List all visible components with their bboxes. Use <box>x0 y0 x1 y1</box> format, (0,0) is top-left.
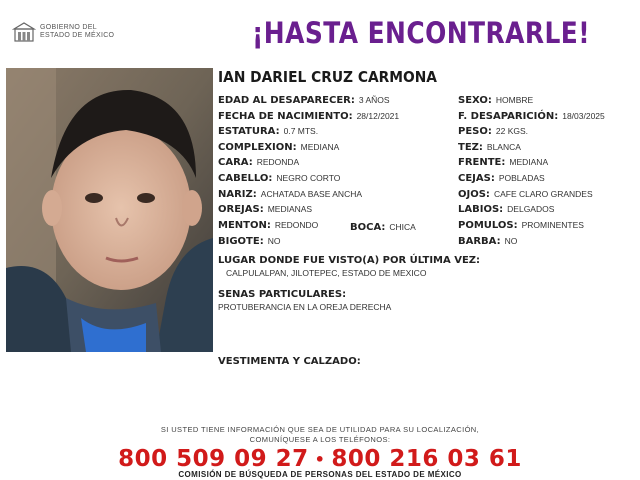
field-labios <box>458 204 554 215</box>
logo-text <box>40 24 114 40</box>
field-value: NO <box>267 236 281 246</box>
field-value: BLANCA <box>486 142 521 152</box>
field-label: POMULOS: <box>458 220 518 231</box>
person-name: IAN DARIEL CRUZ CARMONA <box>218 68 437 86</box>
field-value: DELGADOS <box>507 204 555 214</box>
field-fecha-desaparicion <box>458 111 605 122</box>
logo-line-2: ESTADO DE MÉXICO <box>40 32 115 39</box>
phone-separator: • <box>314 450 326 469</box>
field-frente <box>458 157 548 168</box>
field-value: 3 AÑOS <box>358 95 390 105</box>
field-sexo <box>458 95 533 106</box>
phone-2[interactable]: 800 216 03 61 <box>331 446 522 472</box>
field-label: NARIZ: <box>218 189 257 200</box>
phone-numbers <box>0 446 640 472</box>
field-peso <box>458 126 528 137</box>
field-label: EDAD AL DESAPARECER: <box>218 95 355 106</box>
field-pomulos <box>458 220 584 231</box>
field-menton <box>218 220 318 231</box>
field-estatura <box>218 126 318 137</box>
field-cara <box>218 157 299 168</box>
field-edad <box>218 95 390 106</box>
headline: ¡HASTA ENCONTRARLE! <box>252 16 591 50</box>
field-label: CEJAS: <box>458 173 495 184</box>
child-portrait-image <box>6 68 213 352</box>
field-label: TEZ: <box>458 142 483 153</box>
last-seen-value: CALPULALPAN, JILOTEPEC, ESTADO DE MEXICO <box>226 268 427 278</box>
field-label: PESO: <box>458 126 492 137</box>
field-value: 22 KGS. <box>495 126 529 136</box>
field-value: REDONDA <box>256 157 300 167</box>
field-barba <box>458 236 517 247</box>
last-seen-label: LUGAR DONDE FUE VISTO(A) POR ÚLTIMA VEZ: <box>218 255 481 266</box>
field-value: REDONDO <box>274 220 319 230</box>
field-label: LABIOS: <box>458 204 504 215</box>
footer-note-2: COMUNÍQUESE A LOS TELÉFONOS: <box>249 435 391 444</box>
field-value: HOMBRE <box>495 95 534 105</box>
field-label: FECHA DE NACIMIENTO: <box>218 111 353 122</box>
person-photo <box>6 68 213 352</box>
field-boca <box>350 222 416 233</box>
field-label: BARBA: <box>458 236 501 247</box>
field-nariz <box>218 189 362 200</box>
field-value: MEDIANA <box>300 142 340 152</box>
field-value: MEDIANA <box>509 157 549 167</box>
field-label: CABELLO: <box>218 173 273 184</box>
field-complexion <box>218 142 339 153</box>
phone-1[interactable]: 800 509 09 27 <box>118 446 309 472</box>
field-bigote <box>218 236 280 247</box>
field-label: COMPLEXION: <box>218 142 297 153</box>
field-label: ESTATURA: <box>218 126 280 137</box>
field-value: 18/03/2025 <box>562 111 605 121</box>
footer-note-1: SI USTED TIENE INFORMACIÓN QUE SEA DE UTILIDAD PARA SU LOCALIZACIÓN, <box>160 425 480 434</box>
field-fecha-nacimiento <box>218 111 399 122</box>
field-label: BOCA: <box>350 222 386 233</box>
clothing-label: VESTIMENTA Y CALZADO: <box>218 356 361 367</box>
marks-label: SENAS PARTICULARES: <box>218 289 347 300</box>
logo-line-1: GOBIERNO DEL <box>40 24 97 31</box>
field-label: CARA: <box>218 157 253 168</box>
field-label: BIGOTE: <box>218 236 264 247</box>
field-value: 28/12/2021 <box>356 111 400 121</box>
field-value: NEGRO CORTO <box>276 173 341 183</box>
field-label: FRENTE: <box>458 157 506 168</box>
state-emblem-icon <box>12 20 36 44</box>
field-label: MENTON: <box>218 220 271 231</box>
field-label: F. DESAPARICIÓN: <box>458 111 559 122</box>
field-ojos <box>458 189 593 200</box>
field-value: POBLADAS <box>498 173 545 183</box>
field-label: OREJAS: <box>218 204 264 215</box>
field-cabello <box>218 173 340 184</box>
field-cejas <box>458 173 545 184</box>
field-value: PROMINENTES <box>521 220 584 230</box>
field-value: ACHATADA BASE ANCHA <box>260 189 363 199</box>
field-orejas <box>218 204 312 215</box>
field-value: MEDIANAS <box>267 204 313 214</box>
field-tez <box>458 142 521 153</box>
field-value: 0.7 MTS. <box>283 126 319 136</box>
government-logo <box>12 20 122 46</box>
marks-value: PROTUBERANCIA EN LA OREJA DERECHA <box>218 302 392 312</box>
field-value: CHICA <box>389 222 416 232</box>
field-label: OJOS: <box>458 189 490 200</box>
field-value: NO <box>504 236 518 246</box>
field-label: SEXO: <box>458 95 492 106</box>
footer-organization: COMISIÓN DE BÚSQUEDA DE PERSONAS DEL ESTADO DE MÉXICO <box>178 470 462 479</box>
field-value: CAFE CLARO GRANDES <box>493 189 593 199</box>
